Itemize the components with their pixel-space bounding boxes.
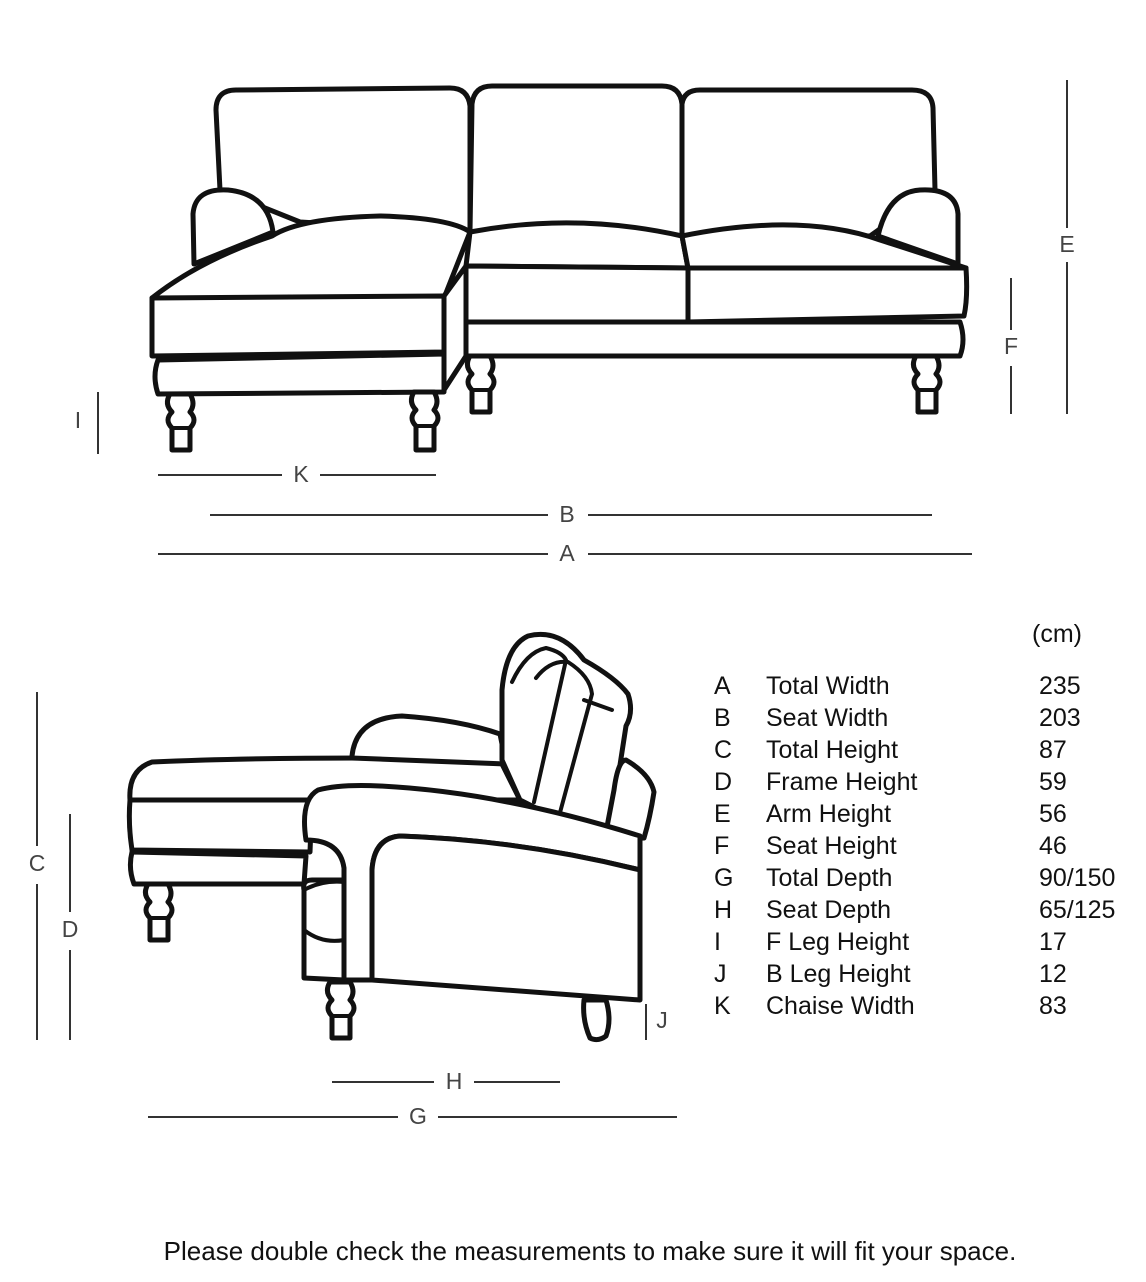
table-row	[714, 798, 1134, 830]
dim-label-B: B	[559, 501, 575, 528]
row-name: Seat Width	[766, 704, 889, 732]
side-arm-front-block	[304, 880, 344, 980]
table-row	[714, 702, 1134, 734]
dim-label-I: I	[74, 407, 82, 434]
main-base	[464, 322, 963, 356]
table-row	[714, 926, 1134, 958]
side-leg-chaise	[145, 884, 172, 940]
row-value: 90/150	[1039, 864, 1116, 892]
row-value: 65/125	[1039, 896, 1116, 924]
unit-label: (cm)	[1032, 620, 1082, 648]
row-name: Total Height	[766, 736, 899, 764]
side-leg-back	[584, 1000, 609, 1040]
chaise-base	[155, 354, 444, 394]
row-letter: B	[714, 704, 731, 732]
row-letter: I	[714, 928, 721, 956]
side-chaise-base	[130, 852, 306, 884]
table-row	[714, 958, 1134, 990]
row-letter: J	[714, 960, 727, 988]
seat-front-right	[688, 268, 967, 322]
row-letter: F	[714, 832, 730, 860]
dim-label-A: A	[559, 540, 575, 567]
row-name: Total Depth	[766, 864, 893, 892]
row-value: 83	[1039, 992, 1067, 1020]
row-value: 87	[1039, 736, 1067, 764]
row-name: Arm Height	[766, 800, 892, 828]
chaise-front	[152, 296, 444, 356]
row-letter: H	[714, 896, 733, 924]
row-name: F Leg Height	[766, 928, 910, 956]
row-value: 59	[1039, 768, 1067, 796]
row-value: 203	[1039, 704, 1081, 732]
row-name: Chaise Width	[766, 992, 915, 1020]
table-row	[714, 766, 1134, 798]
footer-note: Please double check the measurements to make sure it will fit your space.	[163, 1236, 1017, 1266]
row-name: Seat Depth	[766, 896, 892, 924]
dim-label-C: C	[28, 850, 46, 877]
side-chaise-front	[129, 800, 312, 852]
row-letter: E	[714, 800, 731, 828]
dim-label-D: D	[61, 916, 79, 943]
row-value: 235	[1039, 672, 1081, 700]
row-letter: K	[714, 992, 731, 1020]
table-row	[714, 894, 1134, 926]
table-row	[714, 990, 1134, 1022]
row-letter: C	[714, 736, 733, 764]
row-letter: G	[714, 864, 734, 892]
dim-label-J: J	[656, 1007, 668, 1034]
dim-label-G: G	[409, 1103, 427, 1130]
row-name: Seat Height	[766, 832, 897, 860]
dim-label-K: K	[293, 461, 309, 488]
front-leg-main-left	[467, 356, 494, 412]
side-leg-front	[327, 982, 354, 1038]
front-leg-chaise-right	[411, 392, 438, 450]
seat-front-middle	[466, 266, 688, 322]
front-leg-left	[167, 394, 194, 450]
side-arm-rear	[352, 716, 506, 764]
table-row	[714, 734, 1134, 766]
seat-cushion-middle	[466, 223, 688, 268]
side-panel	[372, 836, 640, 1000]
front-leg-main-right	[913, 356, 940, 412]
row-value: 46	[1039, 832, 1067, 860]
table-row	[714, 862, 1134, 894]
row-letter: D	[714, 768, 733, 796]
side-view-drawing	[129, 634, 654, 1039]
table-row	[714, 830, 1134, 862]
row-name: Frame Height	[766, 768, 918, 796]
back-cushion-middle	[470, 86, 684, 236]
dim-label-F: F	[1003, 333, 1019, 360]
row-value: 17	[1039, 928, 1067, 956]
dim-label-H: H	[445, 1068, 463, 1095]
row-name: B Leg Height	[766, 960, 911, 988]
dim-label-E: E	[1059, 231, 1075, 258]
row-value: 56	[1039, 800, 1067, 828]
row-name: Total Width	[766, 672, 890, 700]
front-view-drawing	[152, 86, 967, 450]
row-letter: A	[714, 672, 731, 700]
row-value: 12	[1039, 960, 1067, 988]
table-row	[714, 670, 1134, 702]
